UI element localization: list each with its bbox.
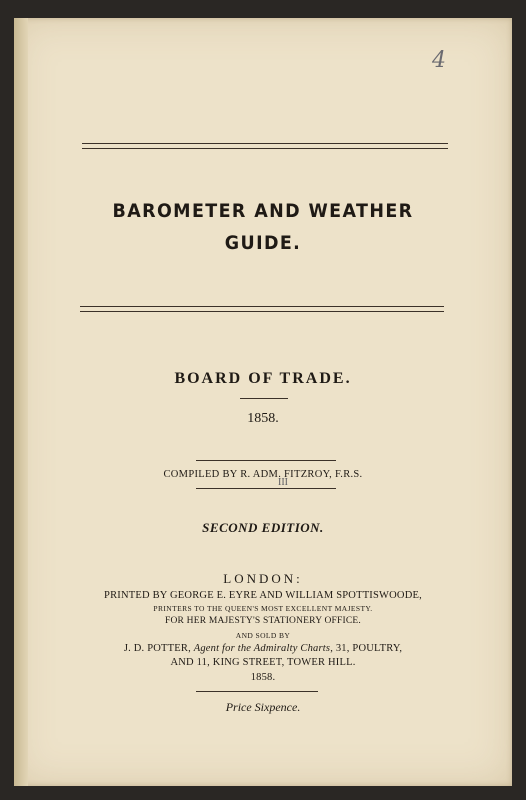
pencil-mark: III — [278, 477, 288, 488]
top-double-rule — [82, 143, 448, 149]
imprint-year: 1858. — [250, 672, 276, 683]
middle-double-rule — [80, 306, 444, 312]
imprint-sold-by: AND SOLD BY — [235, 631, 291, 640]
department-heading: BOARD OF TRADE. — [174, 370, 352, 387]
imprint-printers: PRINTED BY GEORGE E. EYRE AND WILLIAM SPOTTISWOODE, — [104, 590, 422, 601]
page-number-annotation: 4 — [432, 48, 446, 73]
imprint-office: FOR HER MAJESTY'S STATIONERY OFFICE. — [165, 616, 361, 626]
imprint-printers-to: PRINTERS TO THE QUEEN'S MOST EXCELLENT MAJESTY. — [153, 604, 373, 613]
price: Price Sixpence. — [225, 700, 301, 714]
short-rule — [240, 398, 288, 399]
edition: SECOND EDITION. — [202, 520, 324, 535]
title-line-1: BAROMETER AND WEATHER — [112, 200, 414, 222]
publication-year: 1858. — [247, 411, 279, 426]
price-rule — [196, 691, 318, 692]
compiled-by: COMPILED BY R. ADM. FITZROY, F.R.S. — [163, 469, 363, 480]
imprint-city: LONDON: — [223, 571, 303, 586]
compiled-rule-bottom — [196, 488, 336, 489]
imprint-address: AND 11, KING STREET, TOWER HILL. — [170, 657, 356, 668]
title-line-2: GUIDE. — [224, 232, 302, 254]
imprint-agent: J. D. POTTER, Agent for the Admiralty Charts, 31, POULTRY, — [123, 643, 403, 654]
compiled-rule-top — [196, 460, 336, 461]
